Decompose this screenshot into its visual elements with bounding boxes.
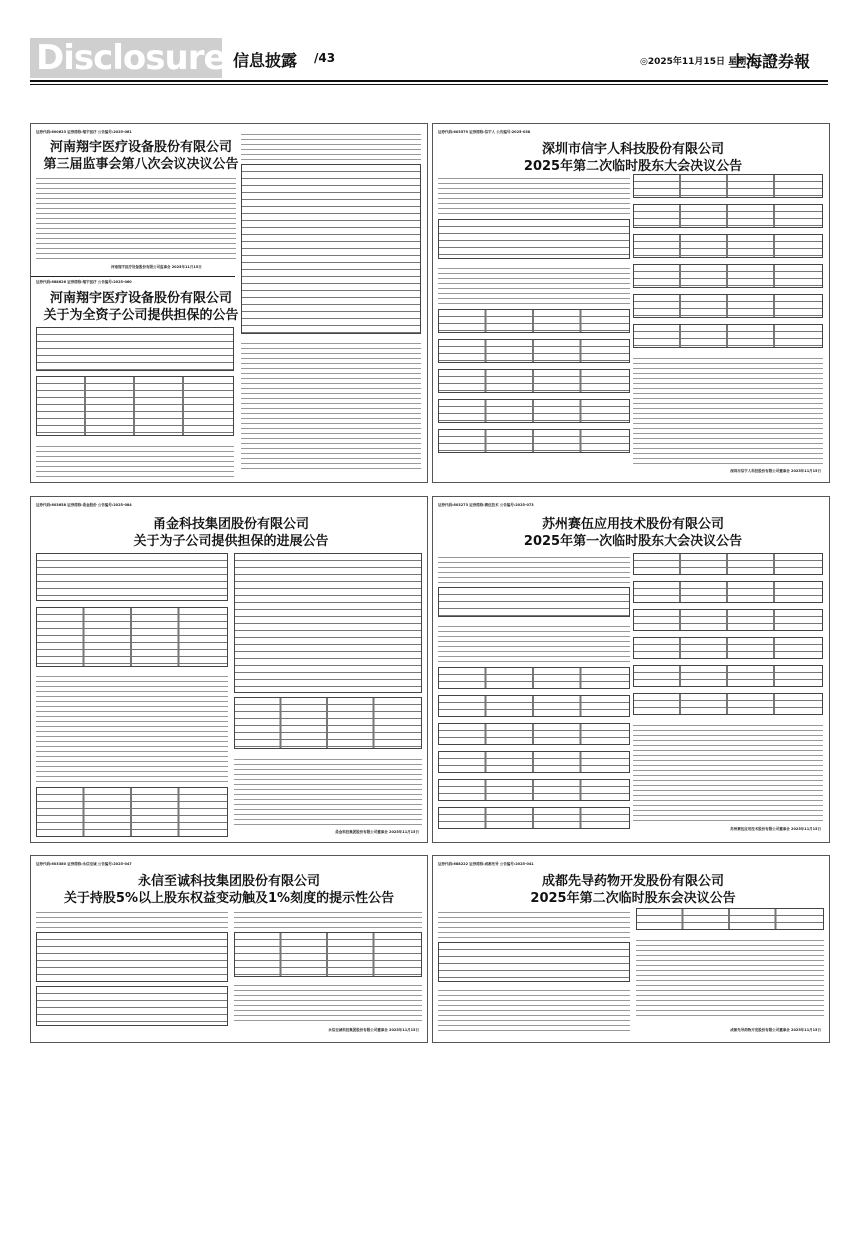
- notice-panel-bottom-left: [30, 855, 428, 1043]
- notice-title: 河南翔宇医疗设备股份有限公司: [49, 140, 232, 155]
- header-rule: [30, 80, 828, 82]
- notice-subtitle: 关于为全资子公司提供担保的公告: [43, 308, 239, 323]
- notice-table: [234, 553, 422, 693]
- notice-table: [36, 787, 228, 837]
- notice-body: [438, 908, 630, 938]
- vote-table: [438, 399, 630, 423]
- notice-table: [36, 607, 228, 667]
- header-rule-thin: [30, 84, 828, 85]
- vote-table: [438, 807, 630, 829]
- notice-body: [438, 174, 630, 214]
- vote-table: [438, 751, 630, 773]
- notice-table: [36, 553, 228, 601]
- vote-table: [438, 369, 630, 393]
- notice-panel-top-right: [432, 123, 830, 483]
- vote-table: [438, 723, 630, 745]
- notice-subtitle: 2025年第二次临时股东会决议公告: [530, 891, 736, 906]
- notice-title: 河南翔宇医疗设备股份有限公司: [49, 291, 232, 306]
- notice-panel-middle-right: [432, 496, 830, 843]
- notice-table: [36, 327, 234, 371]
- vote-table: [438, 339, 630, 363]
- notice-body: [36, 672, 228, 782]
- notice-panel-bottom-right: [432, 855, 830, 1043]
- notice-title: 成都先导药物开发股份有限公司: [541, 874, 724, 889]
- notice-signature: 河南翔宇医疗设备股份有限公司监事会 2025年11月15日: [111, 265, 202, 269]
- notice-body-col2: [234, 755, 422, 825]
- vote-table: [633, 693, 823, 715]
- notice-panel-top-left: [30, 123, 428, 483]
- vote-table: [438, 587, 630, 617]
- notice-signature: 甬金科技集团股份有限公司董事会 2025年11月15日: [335, 830, 419, 834]
- notice-body: [36, 442, 234, 478]
- section-title: 信息披露: [233, 51, 298, 70]
- notice-body-col2: [241, 339, 421, 469]
- notice-title: 甬金科技集团股份有限公司: [152, 517, 309, 532]
- notice-table: [234, 697, 422, 749]
- notice-meta: 证券代码:688626 证券简称:翔宇医疗 公告编号:2025-060: [36, 280, 132, 284]
- notice-table: [36, 932, 228, 982]
- notice-subtitle: 第三届监事会第八次会议决议公告: [43, 157, 239, 172]
- notice-table: [36, 986, 228, 1026]
- notice-panel-middle-left: [30, 496, 428, 843]
- newspaper-brand: 上海證券報: [730, 52, 811, 71]
- vote-table: [633, 553, 823, 575]
- vote-table: [438, 219, 630, 259]
- notice-body-col2: [234, 908, 422, 928]
- notice-title: 永信至诚科技集团股份有限公司: [137, 874, 320, 889]
- vote-table: [633, 234, 823, 258]
- notice-body-col2: [633, 721, 823, 821]
- vote-table: [633, 204, 823, 228]
- vote-table: [438, 695, 630, 717]
- notice-signature: 成都先导药物开发股份有限公司董事会 2025年11月15日: [730, 1028, 821, 1032]
- notice-signature: 苏州赛伍应用技术股份有限公司董事会 2025年11月15日: [730, 827, 821, 831]
- notice-body: [438, 553, 630, 583]
- notice-body-col2: [633, 354, 823, 464]
- notice-body: [36, 908, 228, 928]
- notice-meta: 证券代码:603658 证券简称:甬金股份 公告编号:2025-084: [36, 503, 132, 507]
- notice-subtitle: 关于为子公司提供担保的进展公告: [133, 534, 329, 549]
- notice-body: [438, 264, 630, 304]
- notice-signature: 永信至诚科技集团股份有限公司董事会 2025年11月15日: [328, 1028, 419, 1032]
- notice-signature: 深圳市信宇人科技股份有限公司董事会 2025年11月15日: [730, 469, 821, 473]
- notice-body-col2: [234, 981, 422, 1021]
- notice-subtitle: 关于持股5%以上股东权益变动触及1%刻度的提示性公告: [63, 891, 395, 906]
- notice-subtitle: 2025年第一次临时股东大会决议公告: [523, 534, 743, 549]
- notice-body-col2: [241, 130, 421, 160]
- notice-meta: 证券代码:688222 证券简称:成都先导 公告编号:2025-041: [438, 862, 534, 866]
- page-header: [0, 0, 857, 92]
- notice-title: 苏州赛伍应用技术股份有限公司: [541, 517, 724, 532]
- vote-table: [438, 942, 630, 982]
- notice-table: [234, 932, 422, 977]
- vote-table: [633, 609, 823, 631]
- notice-subtitle: 2025年第二次临时股东大会决议公告: [523, 159, 743, 174]
- notice-meta: 证券代码:603579 证券简称:信宇人 公告编号:2025-038: [438, 130, 531, 134]
- vote-table: [633, 665, 823, 687]
- vote-table: [438, 667, 630, 689]
- issue-date: ◎2025年11月15日 星期六: [640, 57, 756, 67]
- notice-meta: 证券代码:600623 证券简称:翔宇医疗 公告编号:2025-061: [36, 130, 132, 134]
- vote-table: [438, 429, 630, 453]
- vote-table: [438, 779, 630, 801]
- notice-body: [438, 986, 630, 1034]
- notice-body: [438, 622, 630, 662]
- notice-body: [36, 174, 236, 259]
- vote-table: [633, 637, 823, 659]
- notice-meta: 证券代码:603273 证券简称:赛伍技术 公告编号:2025-073: [438, 503, 534, 507]
- vote-table: [633, 324, 823, 348]
- notice-meta: 证券代码:603380 证券简称:永信至诚 公告编号:2025-047: [36, 862, 132, 866]
- vote-table: [438, 309, 630, 333]
- vote-table: [636, 908, 824, 930]
- vote-table: [633, 174, 823, 198]
- notice-title: 深圳市信宇人科技股份有限公司: [541, 142, 724, 157]
- vote-table: [633, 581, 823, 603]
- page-number: /43: [314, 51, 336, 65]
- notice-body-col2: [636, 936, 824, 1016]
- notice-table: [36, 376, 234, 436]
- notice-divider: [31, 276, 235, 277]
- disclosure-logo: Disclosure: [30, 38, 222, 78]
- notice-table: [241, 164, 421, 334]
- vote-table: [633, 294, 823, 318]
- vote-table: [633, 264, 823, 288]
